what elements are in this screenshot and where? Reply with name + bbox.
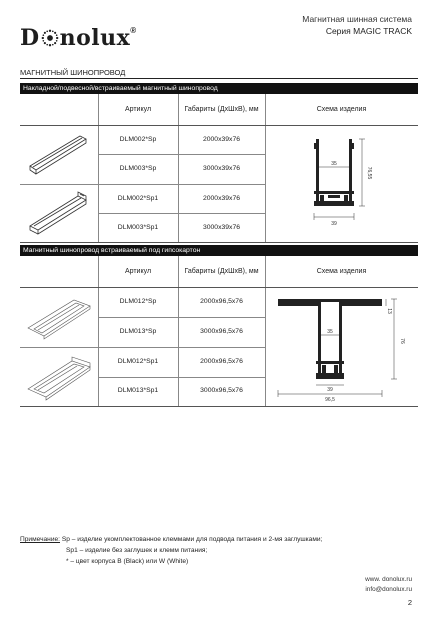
dim-label-inner: 35 bbox=[327, 329, 333, 335]
col-header-dims: Габариты (ДхШхВ), мм bbox=[184, 268, 259, 275]
dim-label-inner: 35 bbox=[331, 161, 337, 167]
brand-logo bbox=[20, 18, 137, 51]
dims-cell: 2000x96,5x76 bbox=[200, 358, 243, 365]
note-line-2: Sp1 – изделие без заглушек и клемм питания; bbox=[66, 547, 208, 554]
grid-line bbox=[20, 347, 265, 348]
dims-cell: 3000x39x76 bbox=[202, 224, 241, 231]
registered-mark: ® bbox=[130, 26, 137, 35]
series-title: Серия MAGIC TRACK bbox=[325, 26, 412, 36]
system-title: Магнитная шинная система bbox=[302, 14, 412, 24]
article-cell: DLM013*Sp bbox=[119, 328, 157, 335]
article-cell: DLM013*Sp1 bbox=[117, 387, 159, 394]
section-divider bbox=[20, 78, 418, 79]
grid-line bbox=[265, 256, 266, 406]
brand-rest: nolux bbox=[59, 25, 131, 51]
dim-label-width: 39 bbox=[327, 387, 333, 393]
sun-icon bbox=[41, 29, 59, 47]
col-header-drawing: Схема изделия bbox=[316, 268, 367, 275]
article-cell: DLM012*Sp1 bbox=[117, 358, 159, 365]
grid-line bbox=[265, 94, 266, 242]
col-header-article: Артикул bbox=[124, 268, 152, 275]
dims-cell: 2000x96,5x76 bbox=[200, 298, 243, 305]
note-line-1 bbox=[20, 536, 322, 543]
product-table-surface bbox=[20, 83, 418, 243]
track-product-image bbox=[24, 130, 94, 180]
grid-line bbox=[98, 213, 265, 214]
article-cell: DLM003*Sp1 bbox=[117, 224, 159, 231]
grid-line bbox=[20, 125, 418, 126]
col-header-article: Артикул bbox=[124, 106, 152, 113]
dims-cell: 3000x39x76 bbox=[202, 165, 241, 172]
section-title: МАГНИТНЫЙ ШИНОПРОВОД bbox=[20, 68, 126, 77]
note-line-3: * – цвет корпуса B (Black) или W (White) bbox=[66, 558, 189, 565]
dims-cell: 2000x39x76 bbox=[202, 195, 241, 202]
footer-website[interactable]: www. donolux.ru bbox=[365, 576, 412, 583]
brand-letter-d: D bbox=[20, 25, 40, 51]
page-number: 2 bbox=[407, 598, 412, 607]
dims-cell: 2000x39x76 bbox=[202, 136, 241, 143]
grid-line bbox=[98, 317, 265, 318]
grid-line bbox=[98, 377, 265, 378]
dim-label-height: 76,55 bbox=[366, 166, 372, 180]
grid-line bbox=[98, 154, 265, 155]
footer-email[interactable]: info@donolux.ru bbox=[365, 586, 412, 593]
grid-line bbox=[20, 406, 418, 407]
dim-label-total: 96,5 bbox=[325, 397, 335, 403]
grid-line bbox=[20, 242, 418, 243]
track-product-image bbox=[24, 292, 94, 344]
dim-label-height: 76 bbox=[399, 338, 405, 344]
article-cell: DLM002*Sp bbox=[119, 136, 157, 143]
article-cell: DLM003*Sp bbox=[119, 165, 157, 172]
article-cell: DLM012*Sp bbox=[119, 298, 157, 305]
dim-label-flange: 13 bbox=[386, 308, 392, 314]
category-bar: Накладной/подвесной/встраиваемый магнитный шинопровод bbox=[20, 83, 418, 94]
profile-drawing bbox=[270, 291, 414, 403]
dims-cell: 3000x96,5x76 bbox=[200, 328, 243, 335]
note-text-1: Sp – изделие укомплектованное клеммами для подвода питания и 2-мя заглушками; bbox=[60, 536, 323, 543]
dim-label-width: 39 bbox=[331, 221, 337, 227]
grid-line bbox=[20, 184, 265, 185]
category-bar: Магнитный шинопровод встраиваемый под гипсокартон bbox=[20, 245, 418, 256]
track-product-image bbox=[24, 351, 94, 403]
note-label: Примечание: bbox=[20, 536, 60, 543]
dims-cell: 3000x96,5x76 bbox=[200, 387, 243, 394]
col-header-dims: Габариты (ДхШхВ), мм bbox=[184, 106, 259, 113]
product-table-drywall bbox=[20, 245, 418, 407]
col-header-drawing: Схема изделия bbox=[316, 106, 367, 113]
grid-line bbox=[20, 287, 418, 288]
profile-drawing bbox=[270, 129, 414, 239]
track-product-image bbox=[24, 188, 94, 238]
article-cell: DLM002*Sp1 bbox=[117, 195, 159, 202]
